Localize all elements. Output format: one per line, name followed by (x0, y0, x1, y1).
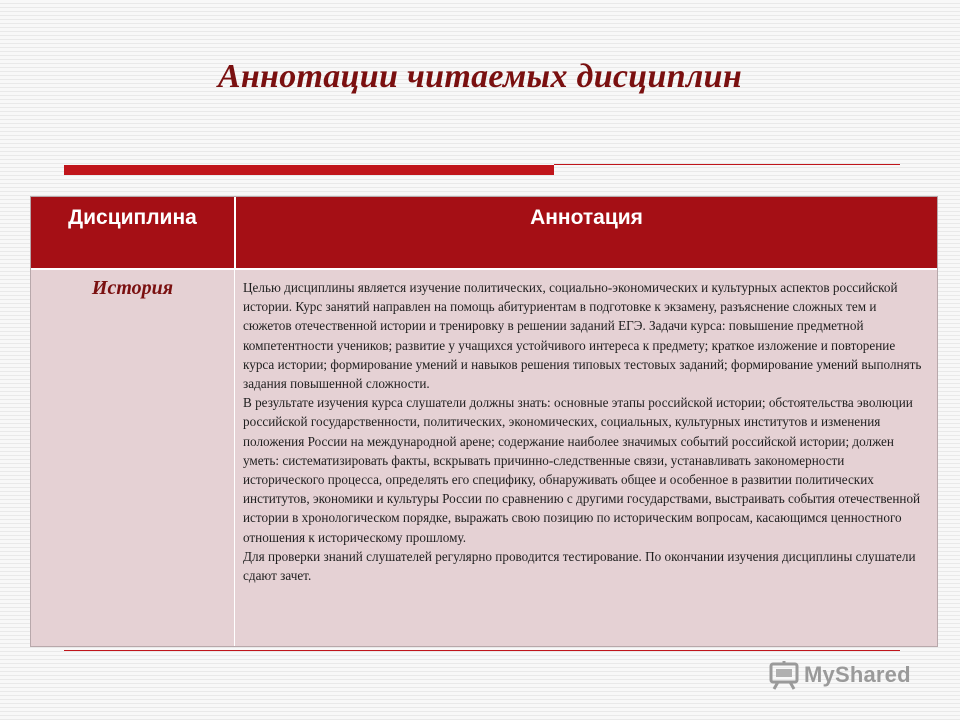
watermark-text: MyShared (804, 662, 911, 687)
table-row (31, 270, 937, 646)
discipline-name: История (91, 277, 174, 299)
slide-title: Аннотации читаемых дисциплин (217, 58, 743, 95)
column-divider (234, 270, 235, 646)
header-annotation: Аннотация (530, 206, 643, 229)
annotation-paragraph: В результате изучения курса слушатели должны знать: основные этапы российской истории; обстоятельства эволюции российской государственности, политических, экономических, социальных, культурных институтов и изменения положения России на международной арене; содержание наиболее значимых событий российской истории; должен уметь: систематизировать факты, вскрывать причинно-следственные связи, устанавливать закономерности исторического процесса, определять его специфику, обнаруживать общее и особенное в развитии политических институтов, экономики и культуры России по сравнению с другими государствами, выстраивать события отечественной истории в хронологическом порядке, выражать свою позицию по историческим вопросам, касающимся ценностного отношения к историческому прошлому. (243, 395, 921, 545)
annotations-table (30, 196, 938, 647)
table-header (31, 197, 937, 270)
presentation-board-icon (768, 659, 800, 691)
footer-line (64, 650, 900, 651)
annotation-text (243, 278, 927, 585)
title-underline-thick (64, 165, 554, 175)
title-underline-thin (554, 164, 900, 165)
annotation-paragraph: Целью дисциплины является изучение политических, социально-экономических и культурных аспектов российской истории. Курс занятий направлен на помощь абитуриентам в подготовке к экзамену, разъяснение сложных тем и сюжетов отечественной истории и тренировку в решении заданий ЕГЭ. Задачи курса: повышение предметной компетентности учеников; развитие у учащихся устойчивого интереса к предмету; краткое изложение и повторение курса истории; формирование умений и навыков решения типовых тестовых заданий; формирование умений выполнять задания повышенной сложности. (243, 280, 922, 392)
watermark-logo (768, 657, 911, 693)
annotation-paragraph: Для проверки знаний слушателей регулярно проводится тестирование. По окончании изучения дисциплины слушатели сдают зачет. (243, 548, 916, 584)
header-discipline: Дисциплина (68, 206, 197, 229)
